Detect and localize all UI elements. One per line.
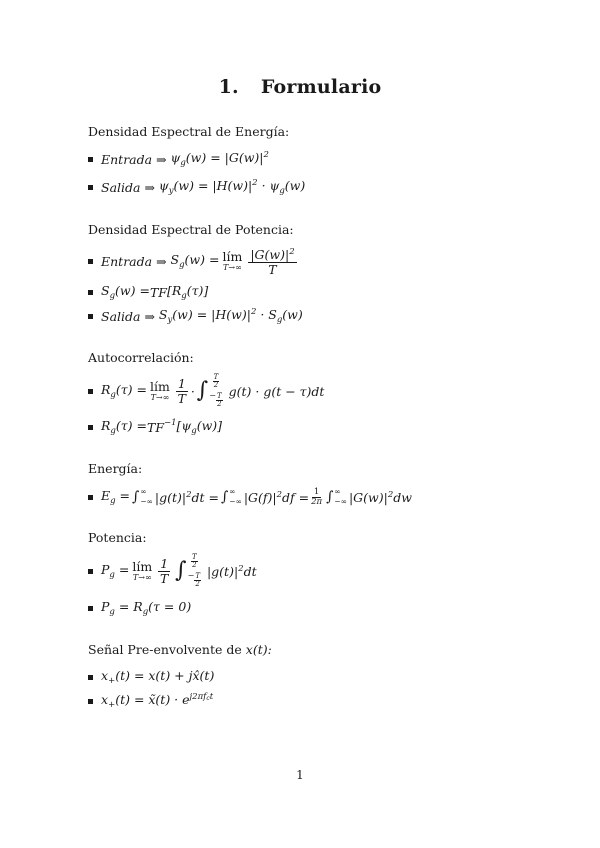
bullet-icon: [88, 290, 93, 295]
heading-preenvelope: Señal Pre-envolvente de x(t):: [88, 642, 272, 657]
formula-power-tf: $S_g(w)$ = TF $[R_g(\tau)]$: [88, 283, 208, 301]
heading-autocorrelation: Autocorrelación:: [88, 350, 194, 365]
heading-power-spectral-density: Densidad Espectral de Potencia:: [88, 222, 294, 237]
formula-power-output: Salida ⇒ $S_y(w) = |H(w)|^2 \cdot S_g(w)$: [88, 307, 303, 325]
limit-operator: lím T→∞: [132, 559, 153, 582]
bullet-icon: [88, 389, 93, 394]
page-title: [0, 76, 600, 98]
formula-power: $P_g$ = lím T→∞ $\frac{1}{T}$ ∫ T 2 − $\frac{T}{2}$ $|g(t)|^2dt$: [88, 554, 257, 588]
word-salida: Salida: [101, 179, 141, 195]
word-salida: Salida: [101, 308, 141, 324]
integral-sign: ∫ T 2 − $\frac{T}{2}$: [196, 373, 222, 408]
bullet-icon: [88, 314, 93, 319]
fraction: $\frac{|G(w)|^2}{T}$: [250, 247, 295, 277]
formula-energy-input: Entrada ⇒ $\psi_g(w) = |G(w)|^2$: [88, 150, 269, 168]
heading-power: Potencia:: [88, 530, 147, 545]
heading-energy: Energía:: [88, 461, 143, 476]
bullet-icon: [88, 259, 93, 264]
section-title: Formulario: [260, 76, 382, 98]
bullet-icon: [88, 495, 93, 500]
word-entrada: Entrada: [101, 151, 153, 167]
formula-autocorrelation-tf: $R_g(\tau)$ = TF $^{-1}[\psi_g(w)]$: [88, 418, 222, 436]
formula-autocorrelation-time: $R_g(\tau)$ = lím T→∞ $\frac{1}{T}$ · ∫ T 2 − $\frac{T}{2}$ g(t) · g(t − τ)dt: [88, 374, 324, 408]
bullet-icon: [88, 425, 93, 430]
formula-power-input: Entrada ⇒ $S_g(w)$ = lím T→∞ $\frac{|G(w)|^2}{T}$: [88, 245, 300, 277]
page-number: 1: [296, 768, 304, 782]
formula-energy-output: Salida ⇒ $\psi_y(w) = |H(w)|^2 \cdot \psi_g(w)$: [88, 178, 305, 196]
bullet-icon: [88, 569, 93, 574]
word-entrada: Entrada: [101, 253, 153, 269]
bullet-icon: [88, 157, 93, 162]
bullet-icon: [88, 675, 93, 680]
heading-energy-spectral-density: Densidad Espectral de Energía:: [88, 124, 290, 139]
limit-operator: lím T→∞: [222, 249, 243, 272]
limit-operator: lím T→∞: [150, 379, 170, 402]
fraction: $\frac{1}{T}$: [177, 375, 186, 406]
bullet-icon: [88, 699, 93, 704]
formula-preenvelope-hilbert: $x_+(t) = x(t)$ + jx̂(t): [88, 668, 214, 686]
formula-power-autocorr: $P_g = R_g(\tau = 0)$: [88, 599, 191, 617]
bullet-icon: [88, 185, 93, 190]
formula-preenvelope-complex: $x_+(t)$ = x̃(t) · $e^{j2\pi f_ct}$: [88, 692, 213, 710]
section-number: 1.: [218, 76, 239, 98]
formula-energy: $E_g$ = ∫ ∞ −∞ $|g(t)|^2dt$ = ∫ ∞ −∞ $|G(f)|^2df$ = $\frac{1}{2\pi}$ ∫ ∞ −∞ $|G(w)|^2dw$: [88, 486, 412, 508]
bullet-icon: [88, 606, 93, 611]
